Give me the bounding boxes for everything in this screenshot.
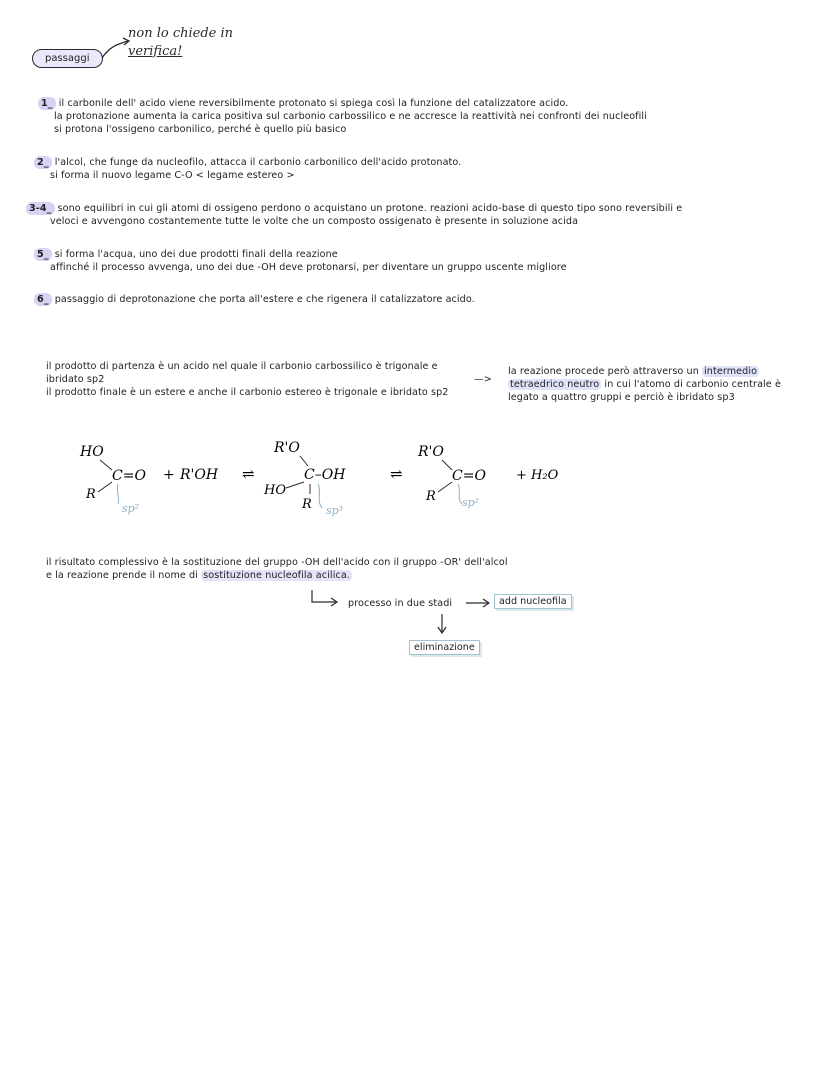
plus-sign: + xyxy=(163,467,175,483)
m3-r-label: R xyxy=(426,489,436,504)
m2-top-label: R'O xyxy=(274,440,300,456)
equilibrium-arrow: ⇌ xyxy=(390,465,403,483)
m1-core-label: C=O xyxy=(112,468,146,484)
step-number: 5_ xyxy=(34,248,52,261)
bond xyxy=(98,482,112,492)
mid-arrow: —> xyxy=(474,374,492,385)
water-label: + H₂O xyxy=(516,468,559,483)
step-number: 3-4_ xyxy=(26,202,55,215)
hook-arrow-icon xyxy=(308,588,344,610)
step-3-4: 3-4_ sono equilibri in cui gli atomi di ossigeno perdono o acquistano un protone. reazioni acido-base di questo tipo sono reversibili e veloci e avvengono costantemente tutte le volte che un composto ossigenato è presente in soluzione acida xyxy=(26,202,682,228)
process-label: processo in due stadi xyxy=(348,598,453,609)
passaggi-badge: passaggi xyxy=(32,49,103,68)
header-note-line2: verifica! xyxy=(128,44,183,59)
reaction-scheme xyxy=(60,432,620,522)
eliminazione-box: eliminazione xyxy=(409,640,480,655)
step-2: 2_ l'alcol, che funge da nucleofilo, attacca il carbonio carbonilico dell'acido protonato. si forma il nuovo legame C-O < legame estereo > xyxy=(34,156,461,182)
sp3-label: sp³ xyxy=(326,504,344,517)
m1-ho-label: HO xyxy=(80,444,104,460)
bottom-text: il risultato complessivo è la sostituzione del gruppo -OH dell'acido con il gruppo -OR' dell'alcol e la reazione prende il nome di sostituzione nucleofila acilica. xyxy=(46,557,508,581)
bond xyxy=(300,456,308,466)
m2-core-label: C–OH xyxy=(304,467,346,483)
step-5: 5_ si forma l'acqua, uno dei due prodotti finali della reazione affinché il processo avvenga, uno dei due -OH deve protonarsi, per diventare un gruppo uscente migliore xyxy=(34,248,567,274)
add-nucleofila-box: add nucleofila xyxy=(494,594,572,609)
equilibrium-arrow: ⇌ xyxy=(242,465,255,483)
sp2-label-b: sp² xyxy=(462,496,480,509)
m3-core-label: C=O xyxy=(452,468,486,484)
arrow-right-icon xyxy=(464,596,494,610)
bond xyxy=(442,460,452,470)
step-1: 1_ il carbonile dell' acido viene reversibilmente protonato si spiega così la funzione del catalizzatore acido. la protonazione aumenta la carica positiva sul carbonio carbossilico e ne accresce la reattività nei confronti dei nucleofili si protona l'ossigeno carbonilico, perché è quello più basico xyxy=(38,97,647,136)
m1-r-label: R xyxy=(86,487,96,502)
step-number: 1_ xyxy=(38,97,56,110)
step-6: 6_ passaggio di deprotonazione che porta all'estere e che rigenera il catalizzatore acido. xyxy=(34,293,475,306)
step-number: 2_ xyxy=(34,156,52,169)
reagent-label: R'OH xyxy=(180,467,219,483)
step-number: 6_ xyxy=(34,293,52,306)
sp2-label-a: sp² xyxy=(122,502,140,515)
bond xyxy=(286,482,304,488)
bond xyxy=(438,482,452,492)
arrow-down-icon xyxy=(436,612,448,638)
m2-r-label: R xyxy=(302,497,312,512)
sp-pointer xyxy=(318,484,322,508)
m3-top-label: R'O xyxy=(418,444,444,460)
sp-pointer xyxy=(117,484,118,504)
mid-left-text: il prodotto di partenza è un acido nel quale il carbonio carbossilico è trigonale e ibridato sp2 il prodotto finale è un estere e anche il carbonio estereo è trigonale e ibridato sp2 xyxy=(46,361,449,398)
bond xyxy=(100,460,112,470)
header-note-line1: non lo chiede in xyxy=(128,26,234,41)
m2-ho-label: HO xyxy=(264,483,286,498)
mid-right-text: la reazione procede però attraverso un intermedio tetraedrico neutro in cui l'atomo di carbonio centrale è legato a quattro gruppi e perciò è ibridato sp3 xyxy=(508,366,781,403)
